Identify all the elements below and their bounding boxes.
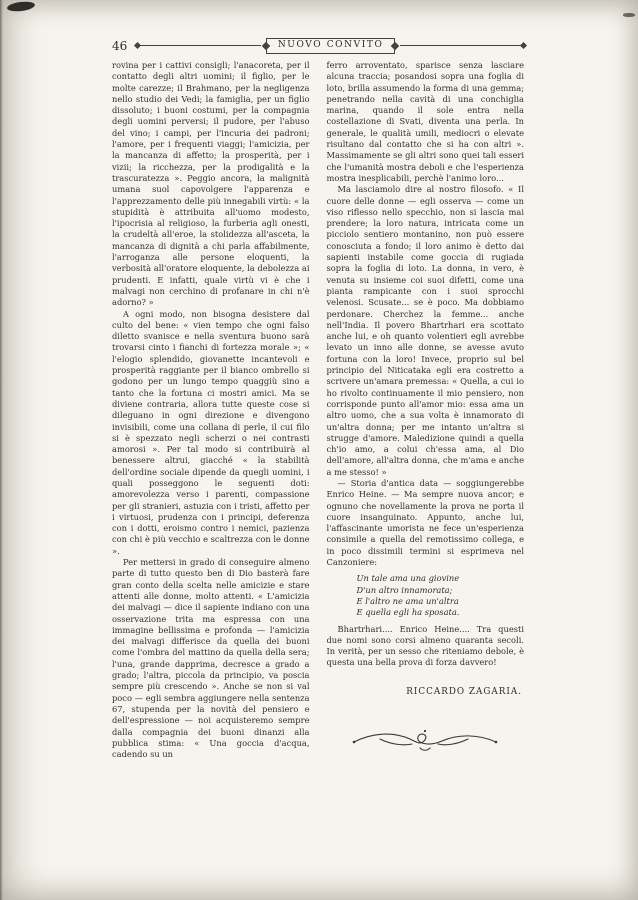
paragraph: Per mettersi in grado di conseguire almeno parte di tutto questo ben di Dio basterà fare gran conto della scelta nelle amicizie e stare attenti alle donne, molto attenti. « L'amicizia dei malvagi — dice il sapiente indiano con una osservazione trita ma espressa con una immagine bellissima e profonda — l'amicizia dei malvagi differisce da quella dei buoni come l'ombra del mattino da quella della sera; l'una, grande dapprima, decresce a grado a grado; l'altra, piccola da principio, va poscia sempre più crescendo ». Anche se non si val poco — egli sembra aggiungere nella sentenza 67, stupenda per la novità del pensiero e dell'espressione — noi acquisteremo sempre dalla compagnia dei buoni dinanzi alla pubblica stima: « Una goccia d'acqua, cadendo su un [112, 557, 310, 760]
journal-title: NUOVO CONVITO [277, 40, 384, 50]
verse-line: E quella egli ha sposata. [356, 607, 460, 618]
paragraph: Bhartrhari.... Enrico Heine.... Tra questi due nomi sono corsi almeno quaranta secoli. In verità, per un sesso che riteniamo debole, è questa una bella prova di forza davvero! [326, 623, 524, 668]
paragraph: A ogni modo, non bisogna desistere dal culto del bene: « vien tempo che ogni falso diletto svanisce e nella sventura buono sarà trovarsi cinto i fianchi di fortezza morale »; « l'elogio splendido, giovanette incantevoli e prosperità raggiante per il bianco ombrello si godono per un lungo tempo quaggiù sino a tanto che la fortuna ci mostri amici. Ma se diviene contraria, allora tutte queste cose si dileguano in ogni direzione e divengono invisibili, come una collana di perle, il cui filo si è spezzato negli scherzi o nei contrasti amorosi ». Per tal modo si contribuirà al benessere altrui, giacché « la stabilità dell'ordine sociale dipende da quegli uomini, i quali posseggono le seguenti doti: amorevolezza verso i parenti, compassione per gli stranieri, astuzia con i tristi, affetto per i virtuosi, prudenza con i principi, deferenza con i dotti, eroismo contro i nemici, pazienza con chi è più vecchio e scaltrezza con le donne ». [112, 308, 310, 556]
header-rule-right [400, 45, 524, 46]
text-columns [112, 60, 524, 760]
paragraph: ferro arroventato, sparisce senza lasciare alcuna traccia; posandosi sopra una foglia di loto, brilla assumendo la forma di una gemma; penetrando nella cavità di una conchiglia marina, quando il sole entra nella costellazione di Svati, diventa una perla. In generale, le qualità umili, mediocri o elevate risultano dal contatto che si ha con altri ». Massimamente se gli altri sono quei tali esseri che l'umanità mostra deboli e che l'esperienza mostra inesplicabili, perchè l'animo loro... [326, 60, 524, 183]
right-column [327, 60, 525, 760]
verse-line: Un tale ama una giovine [356, 573, 460, 584]
author-signature: RICCARDO ZAGARIA. [406, 686, 522, 697]
page-number: 46 [112, 38, 128, 53]
calligraphic-end-flourish-icon [350, 722, 500, 756]
header-rule-left [137, 45, 261, 46]
scan-smudge-top-left [7, 0, 36, 12]
scan-smudge-top-right [623, 13, 635, 17]
journal-title-cartouche [266, 38, 396, 54]
verse-line: E l'altro ne ama un'altra [356, 595, 459, 606]
verse-block [357, 573, 525, 618]
scan-gutter-shadow [0, 0, 3, 900]
paragraph: rovina per i cattivi consigli; l'anacoreta, per il contatto degli altri uomini; il figlio, per le molte carezze; il Brahmano, per la negligenza nello studio dei Vedi; la famiglia, per un figlio dissoluto; i buoni costumi, per la compagnia degli uomini perversi; il pudore, per l'abuso del vino; i campi, per l'incuria dei padroni; l'amore, per i frequenti viaggi; l'amicizia, per la mancanza di affetto; la prosperità, per i vizii; la ricchezza, per la prodigalità e la trascuratezza ». Peggio ancora, la malignità umana suol capovolgere l'apparenza e l'apprezzamento delle più innegabili virtù: « la stupidità è attribuita all'uomo modesto, l'ipocrisia al religioso, la furberia agli onesti, la crudeltà all'eroe, la stolidezza all'asceta, la mancanza di dignità a chi parla affabilmente, l'arroganza alle persone eloquenti, la verbosità all'oratore eloquente, la debolezza ai prudenti. E infatti, quale virtù vi è che i malvagi non cerchino di profanare in chi n'è adorno? » [112, 60, 310, 308]
page-header [112, 38, 524, 54]
left-column [112, 60, 310, 760]
verse-line: D'un altro innamorata; [356, 584, 453, 595]
paragraph: Ma lasciamolo dire al nostro filosofo. « Il cuore delle donne — egli osserva — come un viso riflesso nello specchio, non si lascia mai prendere; la loro natura, intricata come un picciolo sentiero montanino, non può essere conosciuta a fondo; il loro animo è detto dai sapienti instabile come goccia di rugiada sopra la foglia di loto. La donna, in vero, è venuta su insieme coi suoi difetti, come una pianta rampicante con i suoi sprocchi velenosi. Scusate... se è poco. Ma dobbiamo perdonare. Cherchez la femme... anche nell'India. Il povero Bhartrhari era scottato anche lui, e oh quanto volentieri egli avrebbe levato un inno alle donne, se avesse avuto fortuna con la loro! Invece, proprio sul bel principio del Niticataka egli era costretto a scrivere un'amara premessa: « Quella, a cui io ho rivolto continuamente il mio pensiero, non corrisponde punto all'amor mio: essa ama un altro uomo, che a sua volta è innamorato di un'altra donna; per me intanto un'altra si strugge d'amore. Maledizione quindi a quella ch'io amo, a colui ch'essa ama, al Dio dell'amore, all'altra donna, che m'ama e anche a me stesso! » [326, 184, 524, 477]
paragraph: — Storia d'antica data — soggiungerebbe Enrico Heine. — Ma sempre nuova ancor; e ognuno che novellamente la prova ne porta il cuore insanguinato. Appunto, anche lui, l'affascinante umorista ne fece un'esperienza consimile a quella del remotissimo collega, e in poco dissimili termini si esprimeva nel Canzoniere: [326, 477, 524, 568]
